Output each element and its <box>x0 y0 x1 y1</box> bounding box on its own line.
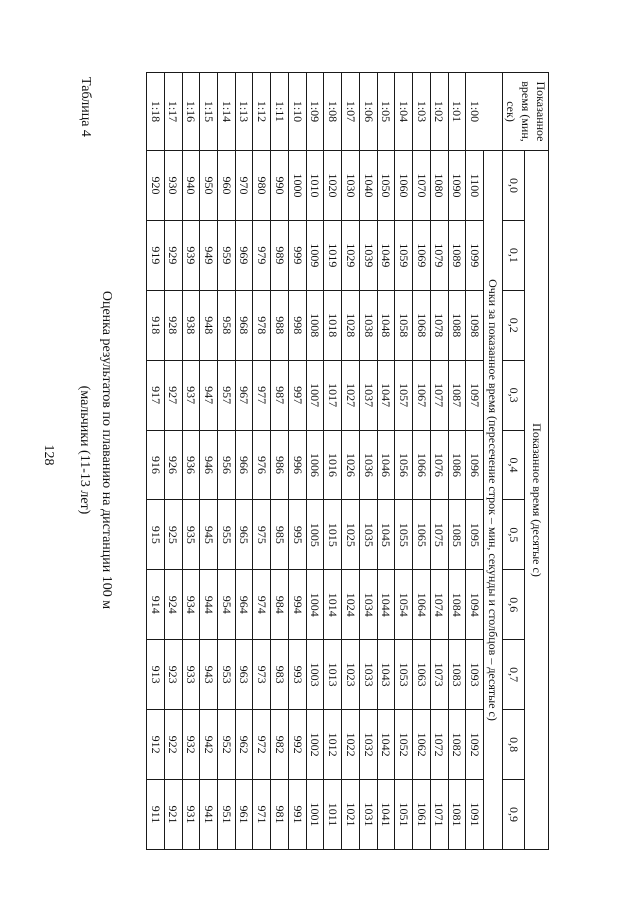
points-cell: 944 <box>200 570 218 640</box>
points-cell: 945 <box>200 500 218 570</box>
points-cell: 942 <box>200 710 218 780</box>
caption-subtitle: (мальчики (11-13 лет) <box>77 385 92 515</box>
points-cell: 940 <box>182 151 200 221</box>
points-cell: 950 <box>200 151 218 221</box>
points-cell: 1097 <box>466 360 484 430</box>
points-cell: 1049 <box>377 220 395 290</box>
points-cell: 934 <box>182 570 200 640</box>
points-cell: 1011 <box>324 780 342 850</box>
points-cell: 1086 <box>448 430 466 500</box>
points-cell: 956 <box>217 430 235 500</box>
points-cell: 1095 <box>466 500 484 570</box>
points-cell: 1056 <box>395 430 413 500</box>
points-cell: 948 <box>200 290 218 360</box>
points-cell: 935 <box>182 500 200 570</box>
points-cell: 1070 <box>413 151 431 221</box>
points-cell: 1012 <box>324 710 342 780</box>
points-cell: 952 <box>217 710 235 780</box>
table-row <box>466 73 484 850</box>
points-cell: 1074 <box>430 570 448 640</box>
points-cell: 1076 <box>430 430 448 500</box>
points-cell: 1080 <box>430 151 448 221</box>
table-row <box>395 73 413 850</box>
points-cell: 1036 <box>359 430 377 500</box>
points-cell: 936 <box>182 430 200 500</box>
points-cell: 975 <box>253 500 271 570</box>
time-cell: 1:17 <box>164 73 182 151</box>
time-cell: 1:12 <box>253 73 271 151</box>
time-cell: 1:18 <box>147 73 165 151</box>
points-cell: 951 <box>217 780 235 850</box>
points-cell: 1040 <box>359 151 377 221</box>
points-cell: 1022 <box>342 710 360 780</box>
sub-header: Очки за показанное время (пересечение строк – мин, секунды и столбцов – десятые с) <box>484 151 503 850</box>
time-cell: 1:05 <box>377 73 395 151</box>
points-cell: 988 <box>271 290 289 360</box>
points-cell: 982 <box>271 710 289 780</box>
points-cell: 1017 <box>324 360 342 430</box>
points-cell: 974 <box>253 570 271 640</box>
points-cell: 927 <box>164 360 182 430</box>
points-cell: 1021 <box>342 780 360 850</box>
points-cell: 1001 <box>306 780 324 850</box>
points-cell: 1002 <box>306 710 324 780</box>
table-row <box>164 73 182 850</box>
table-row <box>253 73 271 850</box>
points-cell: 943 <box>200 640 218 710</box>
points-cell: 1031 <box>359 780 377 850</box>
points-cell: 991 <box>288 780 306 850</box>
points-cell: 1085 <box>448 500 466 570</box>
points-cell: 995 <box>288 500 306 570</box>
points-cell: 939 <box>182 220 200 290</box>
points-cell: 1042 <box>377 710 395 780</box>
points-cell: 926 <box>164 430 182 500</box>
points-cell: 1030 <box>342 151 360 221</box>
time-cell: 1:01 <box>448 73 466 151</box>
points-cell: 954 <box>217 570 235 640</box>
points-cell: 1008 <box>306 290 324 360</box>
points-cell: 1038 <box>359 290 377 360</box>
points-cell: 978 <box>253 290 271 360</box>
points-cell: 969 <box>235 220 253 290</box>
points-cell: 1073 <box>430 640 448 710</box>
column-header: 0,4 <box>503 430 525 500</box>
points-cell: 1000 <box>288 151 306 221</box>
table-body <box>147 73 484 850</box>
points-cell: 1094 <box>466 570 484 640</box>
table-row <box>288 73 306 850</box>
points-cell: 1016 <box>324 430 342 500</box>
points-cell: 916 <box>147 430 165 500</box>
table-row <box>200 73 218 850</box>
points-cell: 1006 <box>306 430 324 500</box>
points-cell: 1065 <box>413 500 431 570</box>
time-cell: 1:13 <box>235 73 253 151</box>
points-cell: 1041 <box>377 780 395 850</box>
points-cell: 1032 <box>359 710 377 780</box>
table-label: Таблица 4 <box>78 77 93 137</box>
table-row <box>235 73 253 850</box>
points-cell: 1018 <box>324 290 342 360</box>
points-cell: 1081 <box>448 780 466 850</box>
points-cell: 1093 <box>466 640 484 710</box>
points-cell: 987 <box>271 360 289 430</box>
points-cell: 964 <box>235 570 253 640</box>
points-cell: 946 <box>200 430 218 500</box>
points-cell: 1098 <box>466 290 484 360</box>
points-cell: 941 <box>200 780 218 850</box>
points-cell: 979 <box>253 220 271 290</box>
points-cell: 955 <box>217 500 235 570</box>
points-cell: 933 <box>182 640 200 710</box>
points-cell: 928 <box>164 290 182 360</box>
points-cell: 1023 <box>342 640 360 710</box>
points-cell: 918 <box>147 290 165 360</box>
points-cell: 971 <box>253 780 271 850</box>
time-cell: 1:10 <box>288 73 306 151</box>
points-cell: 1091 <box>466 780 484 850</box>
points-cell: 1013 <box>324 640 342 710</box>
points-cell: 938 <box>182 290 200 360</box>
points-cell: 923 <box>164 640 182 710</box>
results-table-wrapper <box>148 72 549 850</box>
points-cell: 1029 <box>342 220 360 290</box>
points-cell: 990 <box>271 151 289 221</box>
time-cell: 1:08 <box>324 73 342 151</box>
points-cell: 967 <box>235 360 253 430</box>
points-cell: 937 <box>182 360 200 430</box>
points-cell: 972 <box>253 710 271 780</box>
group-header: Показанное время (десятые с) <box>524 151 548 850</box>
column-header: 0,0 <box>503 151 525 221</box>
points-cell: 1084 <box>448 570 466 640</box>
page-number: 128 <box>41 444 56 466</box>
points-cell: 1024 <box>342 570 360 640</box>
points-cell: 977 <box>253 360 271 430</box>
points-cell: 1060 <box>395 151 413 221</box>
points-cell: 985 <box>271 500 289 570</box>
column-header: 0,5 <box>503 500 525 570</box>
points-cell: 957 <box>217 360 235 430</box>
points-cell: 912 <box>147 710 165 780</box>
points-cell: 1072 <box>430 710 448 780</box>
points-cell: 914 <box>147 570 165 640</box>
table-row <box>359 73 377 850</box>
points-cell: 1071 <box>430 780 448 850</box>
corner-header: Показанное время (мин, сек) <box>503 73 549 151</box>
points-cell: 1051 <box>395 780 413 850</box>
points-cell: 962 <box>235 710 253 780</box>
points-cell: 1053 <box>395 640 413 710</box>
table-row <box>147 73 165 850</box>
points-cell: 1020 <box>324 151 342 221</box>
table-row <box>182 73 200 850</box>
points-cell: 1079 <box>430 220 448 290</box>
points-cell: 1059 <box>395 220 413 290</box>
points-cell: 1058 <box>395 290 413 360</box>
points-cell: 1003 <box>306 640 324 710</box>
points-cell: 949 <box>200 220 218 290</box>
points-cell: 925 <box>164 500 182 570</box>
table-row <box>342 73 360 850</box>
points-cell: 965 <box>235 500 253 570</box>
points-cell: 1090 <box>448 151 466 221</box>
column-header: 0,9 <box>503 780 525 850</box>
column-header: 0,2 <box>503 290 525 360</box>
points-cell: 984 <box>271 570 289 640</box>
points-cell: 968 <box>235 290 253 360</box>
points-cell: 1045 <box>377 500 395 570</box>
points-cell: 1100 <box>466 151 484 221</box>
column-header: 0,3 <box>503 360 525 430</box>
points-cell: 959 <box>217 220 235 290</box>
time-cell: 1:06 <box>359 73 377 151</box>
points-cell: 917 <box>147 360 165 430</box>
table-row <box>217 73 235 850</box>
caption-title: Оценка результатов по плаванию на дистанции 100 м <box>99 290 114 610</box>
points-cell: 1028 <box>342 290 360 360</box>
points-cell: 924 <box>164 570 182 640</box>
points-cell: 1047 <box>377 360 395 430</box>
points-cell: 1078 <box>430 290 448 360</box>
points-cell: 1099 <box>466 220 484 290</box>
time-cell: 1:14 <box>217 73 235 151</box>
points-cell: 919 <box>147 220 165 290</box>
column-header: 0,6 <box>503 570 525 640</box>
points-cell: 976 <box>253 430 271 500</box>
table-row <box>306 73 324 850</box>
points-cell: 1035 <box>359 500 377 570</box>
points-cell: 1077 <box>430 360 448 430</box>
points-cell: 960 <box>217 151 235 221</box>
points-cell: 1061 <box>413 780 431 850</box>
points-cell: 1075 <box>430 500 448 570</box>
points-cell: 1019 <box>324 220 342 290</box>
points-cell: 973 <box>253 640 271 710</box>
points-cell: 921 <box>164 780 182 850</box>
table-row <box>324 73 342 850</box>
time-cell: 1:03 <box>413 73 431 151</box>
column-header: 0,7 <box>503 640 525 710</box>
points-cell: 994 <box>288 570 306 640</box>
points-cell: 1010 <box>306 151 324 221</box>
points-cell: 947 <box>200 360 218 430</box>
time-cell: 1:04 <box>395 73 413 151</box>
table-caption <box>53 90 117 810</box>
points-cell: 1067 <box>413 360 431 430</box>
points-cell: 989 <box>271 220 289 290</box>
points-cell: 922 <box>164 710 182 780</box>
column-header-row <box>503 73 525 850</box>
points-cell: 963 <box>235 640 253 710</box>
points-cell: 1055 <box>395 500 413 570</box>
points-cell: 1088 <box>448 290 466 360</box>
points-cell: 1039 <box>359 220 377 290</box>
points-cell: 981 <box>271 780 289 850</box>
points-cell: 1037 <box>359 360 377 430</box>
time-cell: 1:15 <box>200 73 218 151</box>
corner-spacer <box>484 73 503 151</box>
table-row <box>430 73 448 850</box>
points-cell: 1026 <box>342 430 360 500</box>
points-cell: 1054 <box>395 570 413 640</box>
points-cell: 1034 <box>359 570 377 640</box>
points-cell: 929 <box>164 220 182 290</box>
time-cell: 1:11 <box>271 73 289 151</box>
points-cell: 1033 <box>359 640 377 710</box>
points-cell: 1048 <box>377 290 395 360</box>
points-cell: 1050 <box>377 151 395 221</box>
time-cell: 1:02 <box>430 73 448 151</box>
points-cell: 999 <box>288 220 306 290</box>
points-cell: 1069 <box>413 220 431 290</box>
points-cell: 915 <box>147 500 165 570</box>
points-cell: 970 <box>235 151 253 221</box>
points-cell: 958 <box>217 290 235 360</box>
points-cell: 1027 <box>342 360 360 430</box>
points-cell: 911 <box>147 780 165 850</box>
points-cell: 1046 <box>377 430 395 500</box>
points-cell: 920 <box>147 151 165 221</box>
column-header: 0,1 <box>503 220 525 290</box>
points-cell: 998 <box>288 290 306 360</box>
table-row <box>271 73 289 850</box>
points-cell: 1004 <box>306 570 324 640</box>
points-cell: 1044 <box>377 570 395 640</box>
points-cell: 1066 <box>413 430 431 500</box>
points-cell: 1052 <box>395 710 413 780</box>
table-row <box>448 73 466 850</box>
points-cell: 1089 <box>448 220 466 290</box>
points-cell: 1083 <box>448 640 466 710</box>
time-cell: 1:07 <box>342 73 360 151</box>
points-cell: 1025 <box>342 500 360 570</box>
time-cell: 1:16 <box>182 73 200 151</box>
points-cell: 986 <box>271 430 289 500</box>
points-cell: 980 <box>253 151 271 221</box>
points-cell: 1014 <box>324 570 342 640</box>
points-cell: 992 <box>288 710 306 780</box>
table-row <box>377 73 395 850</box>
points-cell: 997 <box>288 360 306 430</box>
time-cell: 1:09 <box>306 73 324 151</box>
points-cell: 953 <box>217 640 235 710</box>
points-cell: 1096 <box>466 430 484 500</box>
points-cell: 983 <box>271 640 289 710</box>
points-cell: 1057 <box>395 360 413 430</box>
table-row <box>413 73 431 850</box>
points-cell: 1062 <box>413 710 431 780</box>
points-cell: 931 <box>182 780 200 850</box>
points-cell: 966 <box>235 430 253 500</box>
points-cell: 930 <box>164 151 182 221</box>
points-cell: 1064 <box>413 570 431 640</box>
points-cell: 1063 <box>413 640 431 710</box>
points-cell: 1092 <box>466 710 484 780</box>
points-cell: 1082 <box>448 710 466 780</box>
time-cell: 1:00 <box>466 73 484 151</box>
results-table <box>146 72 549 850</box>
points-cell: 932 <box>182 710 200 780</box>
points-cell: 1087 <box>448 360 466 430</box>
results-table-rotator <box>148 72 549 850</box>
column-header: 0,8 <box>503 710 525 780</box>
points-cell: 996 <box>288 430 306 500</box>
points-cell: 1007 <box>306 360 324 430</box>
points-cell: 1015 <box>324 500 342 570</box>
points-cell: 1068 <box>413 290 431 360</box>
points-cell: 1043 <box>377 640 395 710</box>
points-cell: 1005 <box>306 500 324 570</box>
points-cell: 961 <box>235 780 253 850</box>
points-cell: 1009 <box>306 220 324 290</box>
points-cell: 993 <box>288 640 306 710</box>
points-cell: 913 <box>147 640 165 710</box>
